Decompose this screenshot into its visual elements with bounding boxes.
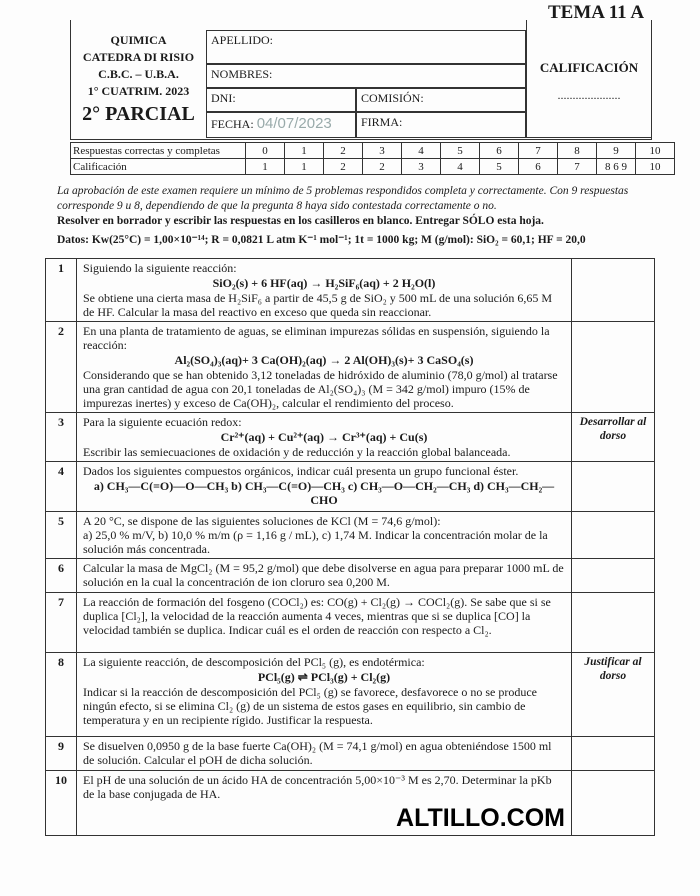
nombres-field[interactable] — [206, 64, 526, 88]
grade-cell: 8 6 9 — [597, 159, 636, 175]
question-equation: SiO₂(s) + 6 HF(aq) → H₂SiF₆(aq) + 2 H₂O(l) — [212, 276, 436, 290]
answer-box[interactable] — [572, 462, 655, 512]
data-constants: Datos: Kw(25°C) = 1,00×10⁻¹⁴; R = 0,0821 L atm K⁻¹ mol⁻¹; 1t = 1000 kg; M (g/mol): SiO₂ = 60,1; HF = 20,0 — [57, 234, 586, 246]
score-row-correct — [71, 143, 675, 159]
answer-box[interactable] — [572, 737, 655, 771]
score-row-grade — [71, 159, 675, 175]
catedra: CATEDRA DI RISIO — [82, 50, 195, 64]
altillo-watermark: ALTILLO.COM — [396, 804, 565, 832]
score-cell: 9 — [597, 143, 636, 159]
question-number: 8 — [46, 653, 77, 737]
score-cell: 0 — [246, 143, 285, 159]
calificacion-box — [526, 20, 651, 138]
apellido-label: APELLIDO: — [211, 33, 273, 47]
question-equation: a) CH₃—C(=O)—O—CH₃ b) CH₃—C(=O)—CH₃ c) CH₃—O—CH₂—CH₃ d) CH₃—CH₂—CHO — [93, 479, 555, 507]
questions-table — [45, 258, 655, 836]
grade-cell: 10 — [636, 159, 675, 175]
comision-label: COMISIÓN: — [361, 91, 424, 105]
question-equation: PCl₅(g) ⇌ PCl₃(g) + Cl₂(g) — [257, 670, 391, 684]
question-row — [46, 653, 655, 737]
grade-cell: 3 — [402, 159, 441, 175]
answer-note: Justificar al dorso — [584, 656, 642, 682]
question-equation: Cr²⁺(aq) + Cu²⁺(aq) → Cr³⁺(aq) + Cu(s) — [220, 430, 428, 444]
question-row — [46, 593, 655, 653]
question-number: 5 — [46, 512, 77, 559]
question-row — [46, 462, 655, 512]
calificacion-blank: ..................... — [557, 88, 621, 102]
question-row — [46, 413, 655, 462]
question-intro: A 20 °C, se dispone de las siguientes soluciones de KCl (M = 74,6 g/mol): — [83, 514, 441, 528]
score-cell: 4 — [402, 143, 441, 159]
question-body: Indicar si la reacción de descomposición del PCl₅ (g) se favorece, desfavorece o no se produce ningún efecto, si se elimina Cl₂ (g) de un sistema de estos gases en equilibrio, sin cambio de temperatura y en un recipiente rígido. Justificar la respuesta. — [83, 685, 538, 727]
grade-cell: 2 — [324, 159, 363, 175]
instructions-approval: La aprobación de este examen requiere un mínimo de 5 problemas respondidos completa y correctamente. Con 9 respuestas corresponde 9 u 8, dependiendo de que la pregunta 8 haya sido contestada correctamente o no. — [57, 185, 629, 212]
question-row — [46, 737, 655, 771]
answer-box[interactable] — [572, 593, 655, 653]
question-number: 9 — [46, 737, 77, 771]
score-table — [70, 142, 675, 175]
grade-cell: 6 — [519, 159, 558, 175]
question-row — [46, 512, 655, 559]
answer-box[interactable] — [572, 322, 655, 413]
answer-note: Desarrollar al dorso — [579, 416, 647, 442]
question-row — [46, 771, 655, 836]
grade-cell: 5 — [480, 159, 519, 175]
content-flow — [45, 184, 655, 836]
answer-box[interactable] — [572, 512, 655, 559]
score-cell: 7 — [519, 143, 558, 159]
question-body: El pH de una solución de un ácido HA de concentración 5,00×10⁻³ M es 2,70. Determinar la pKb de la base conjugada de HA. — [83, 773, 552, 801]
fecha-field[interactable] — [206, 112, 356, 138]
question-row — [46, 259, 655, 322]
institution: C.B.C. – U.B.A. — [98, 67, 179, 81]
exam-title: 2° PARCIAL — [82, 103, 195, 125]
score-cell: 2 — [324, 143, 363, 159]
question-text — [77, 322, 572, 413]
question-text — [77, 462, 572, 512]
score-cell: 8 — [558, 143, 597, 159]
question-text — [77, 737, 572, 771]
question-body: Se obtiene una cierta masa de H₂SiF₆ a partir de 45,5 g de SiO₂ y 500 mL de una solución 6,65 M de HF. Calcular la masa del reactivo en exceso que queda sin reaccionar. — [83, 291, 553, 319]
correct-label: Respuestas correctas y completas — [71, 143, 246, 159]
course-info — [71, 20, 206, 138]
question-text — [77, 593, 572, 653]
answer-box[interactable] — [572, 413, 655, 462]
calificacion-label: CALIFICACIÓN — [539, 60, 639, 75]
grade-cell: 1 — [285, 159, 324, 175]
question-text — [77, 559, 572, 593]
question-number: 1 — [46, 259, 77, 322]
subject: QUIMICA — [110, 33, 167, 47]
question-row — [46, 322, 655, 413]
question-body: Considerando que se han obtenido 3,12 toneladas de hidróxido de aluminio (78,0 g/mol) al tratarse una gran cantidad de agua con 20,1 toneladas de Al₂(SO₄)₃ (M = 342 g/mol) impuro (15% de impurezas inertes) y exceso de Ca(OH)₂, calcular el rendimiento del proceso. — [83, 368, 558, 410]
dni-label: DNI: — [211, 91, 236, 105]
question-body: Escribir las semiecuaciones de oxidación y de reducción y la reacción global balanceada. — [83, 445, 511, 459]
nombres-label: NOMBRES: — [211, 67, 273, 81]
answer-box[interactable] — [572, 559, 655, 593]
grade-cell: 4 — [441, 159, 480, 175]
fecha-value: 04/07/2023 — [256, 115, 332, 132]
firma-label: FIRMA: — [361, 115, 403, 129]
question-body: Calcular la masa de MgCl₂ (M = 95,2 g/mol) que debe disolverse en agua para preparar 1000 mL de solución en la cual la concentración de ion cloruro sea 0,200 M. — [83, 561, 564, 589]
tema-label: TEMA 11 A — [548, 2, 645, 23]
answer-box[interactable] — [572, 259, 655, 322]
question-intro: En una planta de tratamiento de aguas, se eliminan impurezas sólidas en suspensión, siguiendo la reacción: — [83, 324, 550, 352]
instructions-resolve: Resolver en borrador y escribir las respuestas en los casilleros en blanco. Entregar SÓLO esta hoja. — [57, 215, 544, 227]
dni-field[interactable] — [206, 88, 356, 112]
question-text — [77, 512, 572, 559]
question-number: 4 — [46, 462, 77, 512]
grade-cell: 1 — [246, 159, 285, 175]
grade-label: Calificación — [71, 159, 246, 175]
score-cell: 3 — [363, 143, 402, 159]
question-number: 3 — [46, 413, 77, 462]
header-box — [70, 20, 652, 140]
question-body: a) 25,0 % m/V, b) 10,0 % m/m (ρ = 1,16 g / mL), c) 1,74 M. Indicar la concentración molar de la solución más concentrada. — [83, 528, 548, 556]
term: 1° CUATRIM. 2023 — [87, 84, 190, 98]
question-number: 7 — [46, 593, 77, 653]
question-text — [77, 653, 572, 737]
question-number: 6 — [46, 559, 77, 593]
question-text — [77, 413, 572, 462]
answer-box[interactable] — [572, 771, 655, 836]
apellido-field[interactable] — [206, 30, 526, 64]
answer-box[interactable] — [572, 653, 655, 737]
question-text — [77, 259, 572, 322]
question-text — [77, 771, 572, 836]
question-number: 10 — [46, 771, 77, 836]
question-intro: Siguiendo la siguiente reacción: — [83, 261, 237, 275]
instructions — [57, 184, 647, 248]
score-cell: 6 — [480, 143, 519, 159]
firma-field[interactable] — [356, 112, 526, 138]
comision-field[interactable] — [356, 88, 526, 112]
question-equation: Al₂(SO₄)₃(aq)+ 3 Ca(OH)₂(aq) → 2 Al(OH)₃(s)+ 3 CaSO₄(s) — [174, 353, 474, 367]
score-cell: 5 — [441, 143, 480, 159]
score-cell: 1 — [285, 143, 324, 159]
question-row — [46, 559, 655, 593]
grade-cell: 2 — [363, 159, 402, 175]
question-intro: La siguiente reacción, de descomposición del PCl₅ (g), es endotérmica: — [83, 655, 425, 669]
question-number: 2 — [46, 322, 77, 413]
question-body: La reacción de formación del fosgeno (COCl₂) es: CO(g) + Cl₂(g) → COCl₂(g). Se sabe que si se duplica [Cl₂], la velocidad de la reacción aumenta 4 veces, mientras que si se duplica [CO] la velocidad también se duplica. Indicar cuál es el orden de reacción con respecto a Cl₂. — [83, 595, 551, 637]
score-cell: 10 — [636, 143, 675, 159]
question-intro: Dados los siguientes compuestos orgánicos, indicar cuál presenta un grupo funcional éster. — [83, 464, 519, 478]
question-body: Se disuelven 0,0950 g de la base fuerte Ca(OH)₂ (M = 74,1 g/mol) en agua obteniéndose 1500 ml de solución. Calcular el pOH de dicha solución. — [83, 739, 552, 767]
question-intro: Para la siguiente ecuación redox: — [83, 415, 242, 429]
fecha-label: FECHA: — [211, 117, 254, 131]
grade-cell: 7 — [558, 159, 597, 175]
